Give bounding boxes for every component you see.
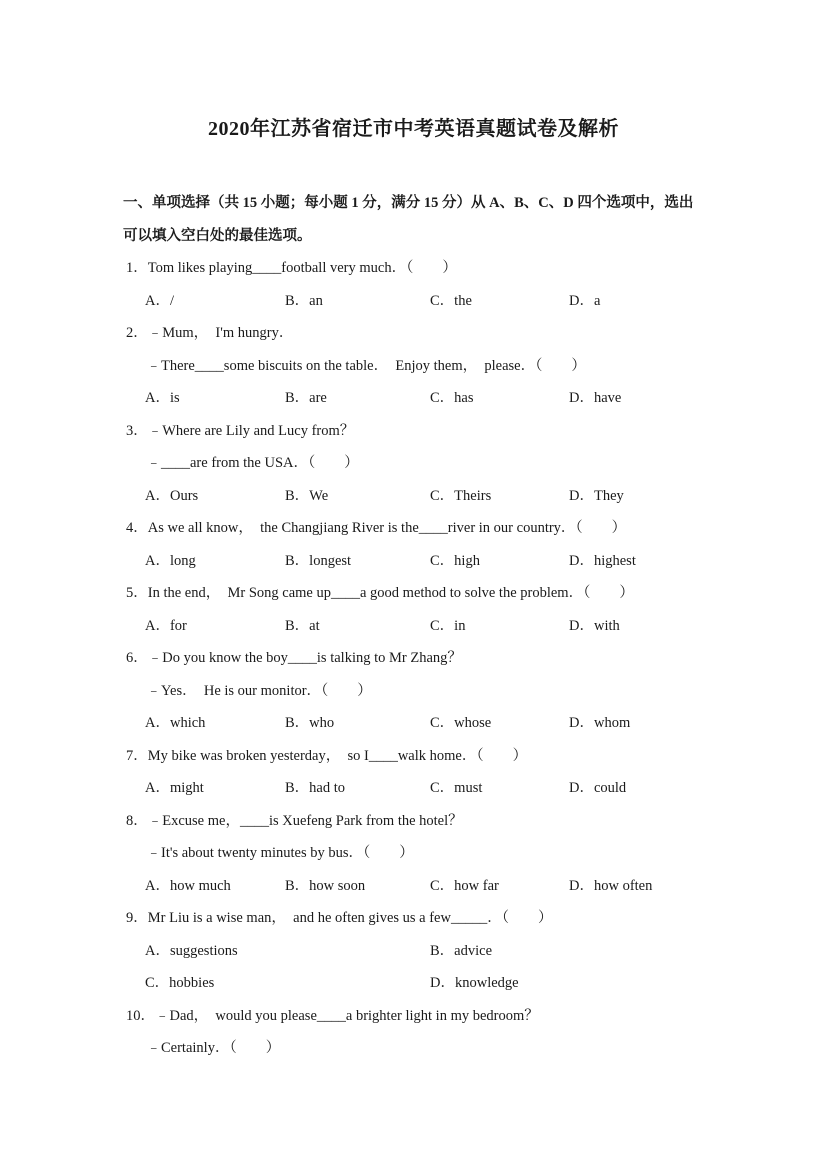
question-7-option-c: C．must	[430, 780, 483, 796]
question-1-option-a: A．/	[145, 293, 174, 309]
question-5-option-d: D．with	[569, 618, 620, 634]
question-3-option-a: A．Ours	[145, 488, 199, 504]
question-5-stem: 5．In the end， Mr Song came up____a good method to solve the problem．（ ）	[126, 585, 634, 601]
question-4-option-d: D．highest	[569, 553, 636, 569]
question-4-option-b: B．longest	[285, 553, 352, 569]
question-8-option-b: B．how soon	[285, 878, 366, 894]
question-3-option-c: C．Theirs	[430, 488, 492, 504]
question-4-option-c: C．high	[430, 553, 480, 569]
question-9-option-c: C．hobbies	[145, 975, 215, 991]
question-2-option-d: D．have	[569, 390, 622, 406]
question-8-stem-line2: ﹣It's about twenty minutes by bus．（ ）	[132, 845, 414, 861]
question-1-stem: 1．Tom likes playing____football very much．（ ）	[126, 260, 457, 276]
question-8-option-d: D．how often	[569, 878, 653, 894]
question-7-stem: 7．My bike was broken yesterday， so I____walk home．（ ）	[126, 748, 528, 764]
question-3-stem-line2: ﹣____are from the USA．（ ）	[132, 455, 359, 471]
question-6-option-a: A．which	[145, 715, 206, 731]
question-6-option-d: D．whom	[569, 715, 631, 731]
question-7-option-a: A．might	[145, 780, 204, 796]
question-8-option-a: A．how much	[145, 878, 231, 894]
question-2-stem-line2: ﹣There____some biscuits on the table． Enjoy them， please．（ ）	[132, 358, 586, 374]
question-1-option-d: D．a	[569, 293, 601, 309]
question-3-stem-line1: 3．﹣Where are Lily and Lucy from？	[126, 423, 355, 439]
question-7-option-d: D．could	[569, 780, 627, 796]
question-10-stem-line2: ﹣Certainly．（ ）	[132, 1040, 281, 1056]
question-10-stem-line1: 10．﹣Dad， would you please____a brighter light in my bedroom？	[126, 1008, 539, 1024]
question-1-option-b: B．an	[285, 293, 323, 309]
question-4-option-a: A．long	[145, 553, 196, 569]
question-9-stem: 9．Mr Liu is a wise man， and he often gives us a few_____．（ ）	[126, 910, 553, 926]
question-6-stem-line1: 6．﹣Do you know the boy____is talking to Mr Zhang？	[126, 650, 462, 666]
question-5-option-b: B．at	[285, 618, 320, 634]
question-9-option-d: D．knowledge	[430, 975, 519, 991]
section-instruction-line2: 可以填入空白处的最佳选项。	[123, 228, 312, 244]
question-3-option-b: B．We	[285, 488, 329, 504]
question-5-option-c: C．in	[430, 618, 466, 634]
question-8-stem-line1: 8．﹣Excuse me，____is Xuefeng Park from the hotel？	[126, 813, 463, 829]
question-2-option-b: B．are	[285, 390, 327, 406]
question-3-option-d: D．They	[569, 488, 624, 504]
question-4-stem: 4．As we all know， the Changjiang River is the____river in our country．（ ）	[126, 520, 627, 536]
question-7-option-b: B．had to	[285, 780, 346, 796]
question-8-option-c: C．how far	[430, 878, 499, 894]
question-2-option-c: C．has	[430, 390, 474, 406]
question-9-option-b: B．advice	[430, 943, 493, 959]
document-title: 2020年江苏省宿迁市中考英语真题试卷及解析	[208, 118, 619, 140]
question-6-stem-line2: ﹣Yes． He is our monitor．（ ）	[132, 683, 372, 699]
question-9-option-a: A．suggestions	[145, 943, 238, 959]
section-instruction-line1: 一、单项选择（共 15 小题；每小题 1 分，满分 15 分）从 A、B、C、D 四个选项中，选出	[123, 195, 694, 211]
question-2-stem-line1: 2．﹣Mum， I'm hungry．	[126, 325, 294, 341]
question-6-option-b: B．who	[285, 715, 335, 731]
question-6-option-c: C．whose	[430, 715, 492, 731]
question-2-option-a: A．is	[145, 390, 180, 406]
question-1-option-c: C．the	[430, 293, 472, 309]
question-5-option-a: A．for	[145, 618, 187, 634]
